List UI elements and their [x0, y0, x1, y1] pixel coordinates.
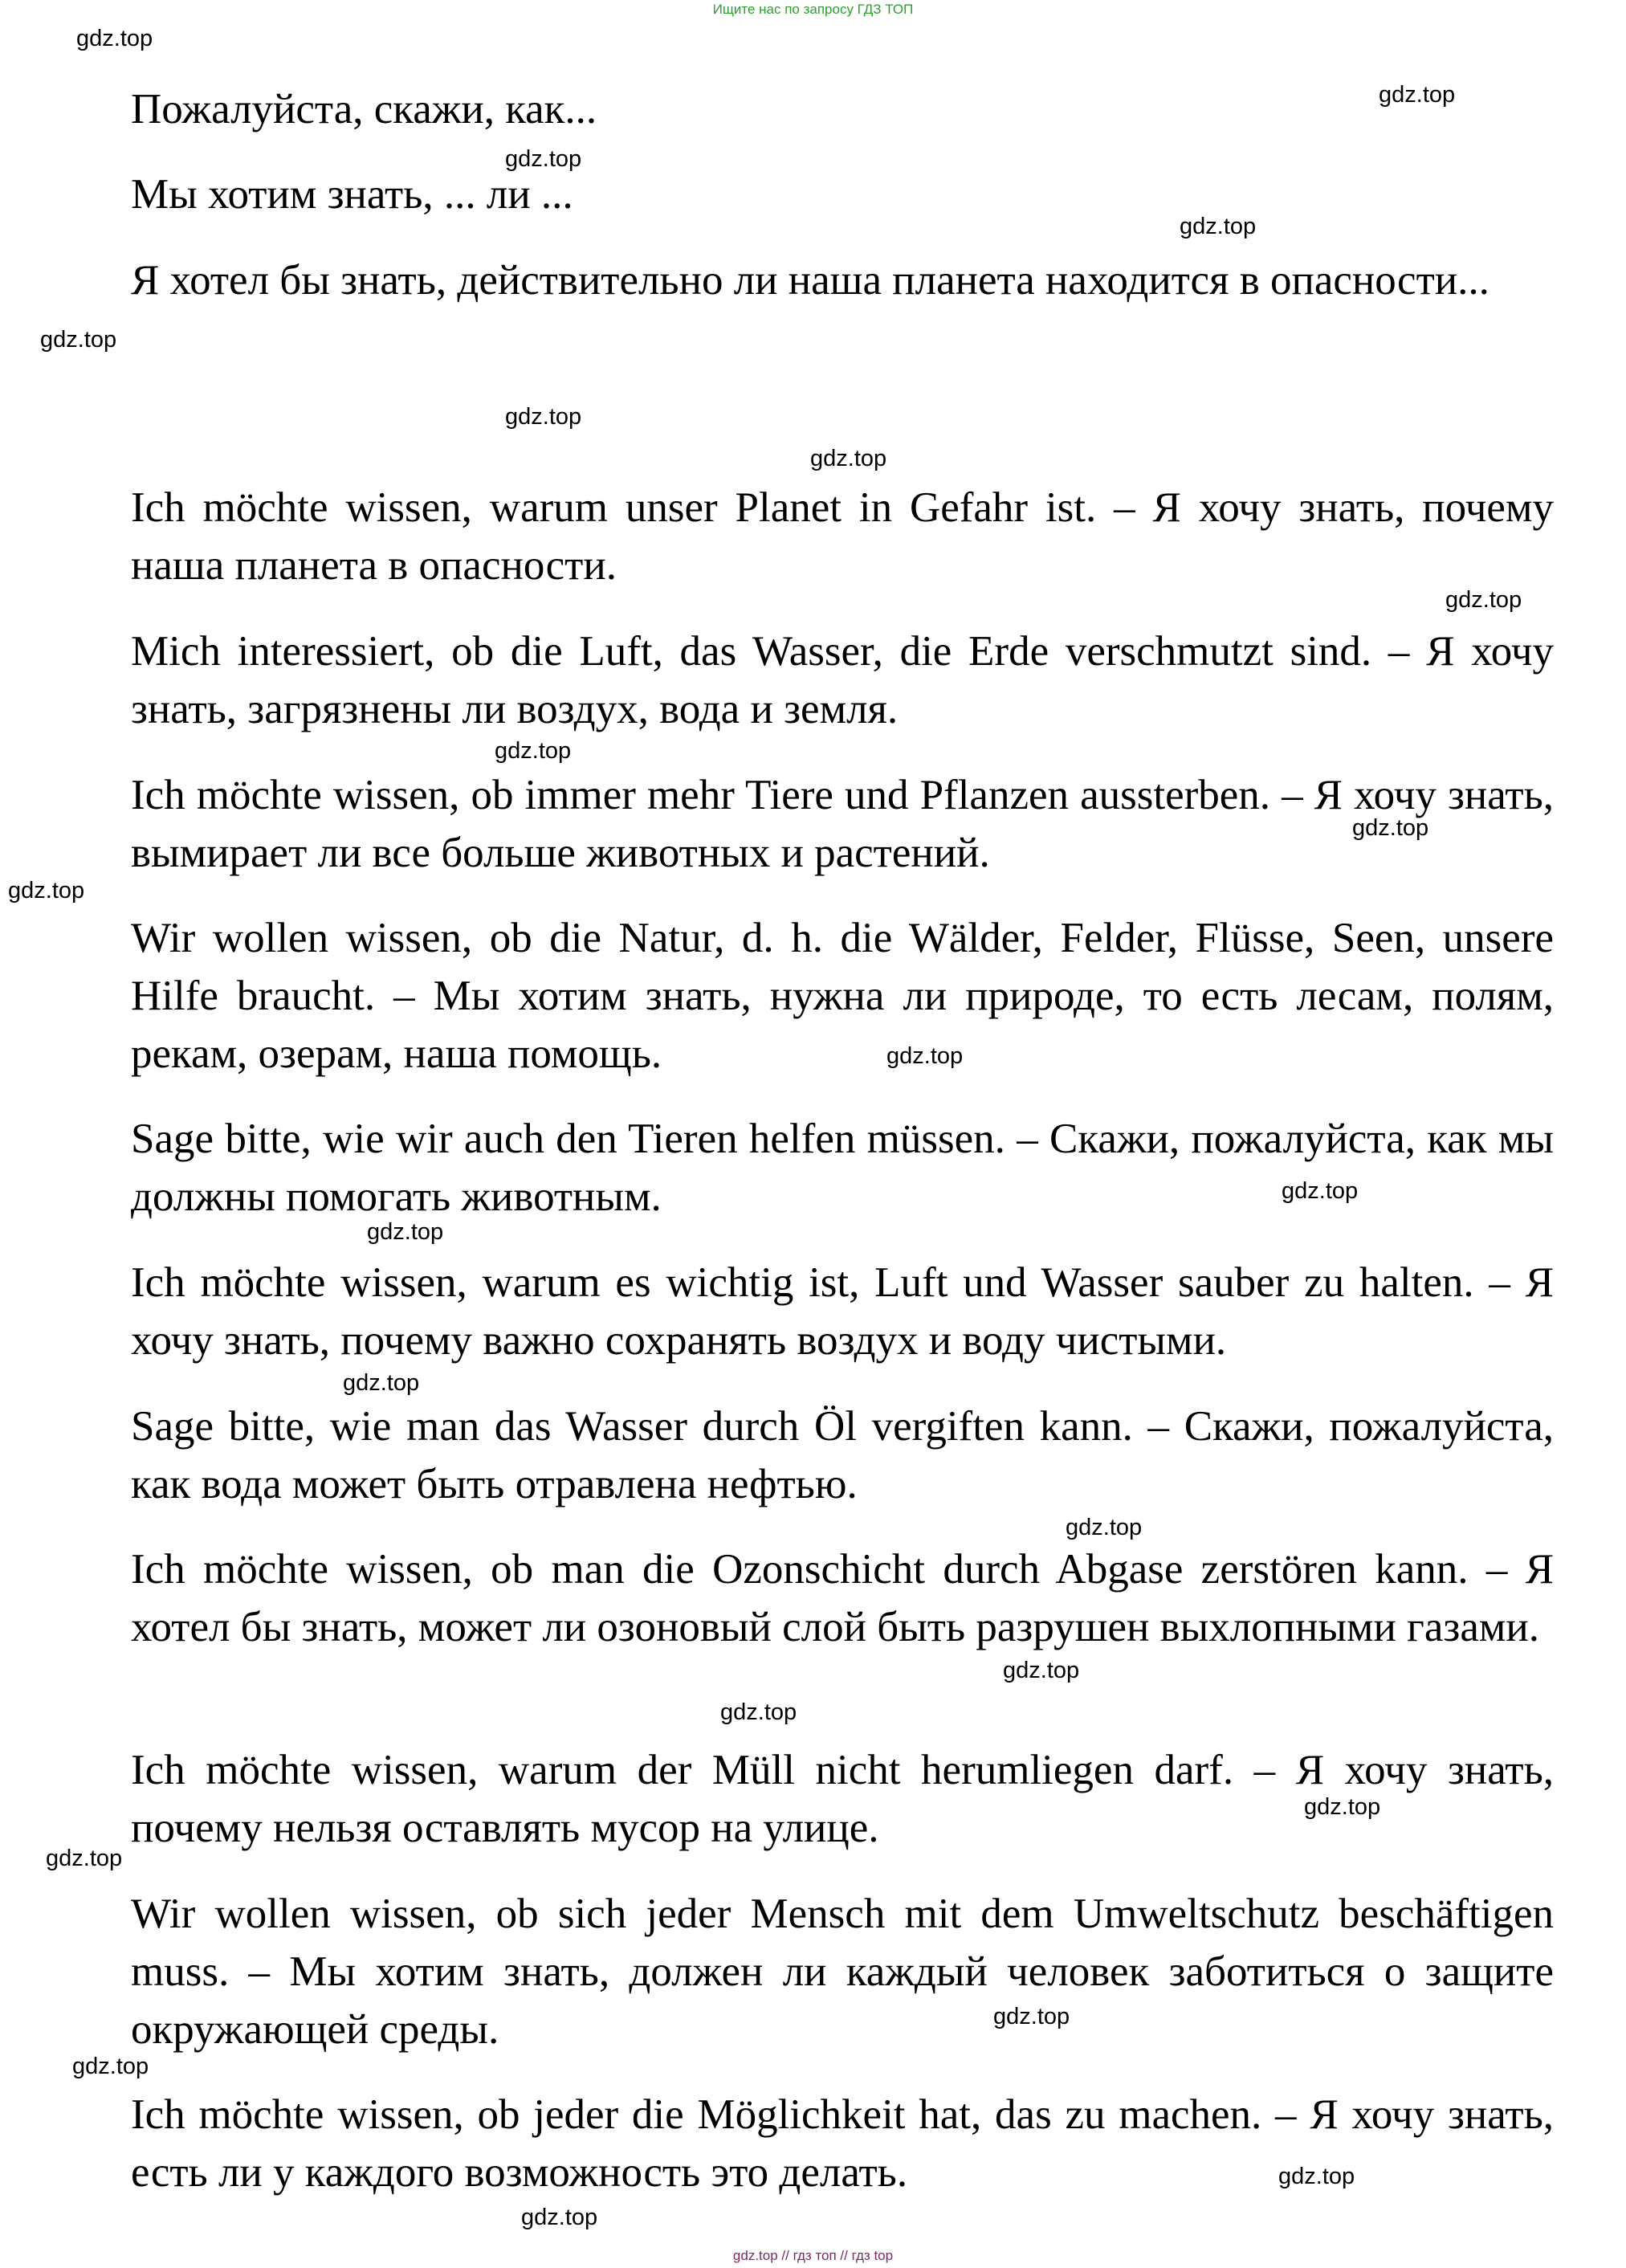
watermark: gdz.top	[505, 404, 582, 430]
watermark: gdz.top	[1304, 1794, 1381, 1820]
watermark: gdz.top	[1278, 2164, 1355, 2189]
page-footer-banner: gdz.top // гдз топ // гдз top	[732, 2248, 894, 2263]
watermark: gdz.top	[495, 738, 572, 764]
watermark: gdz.top	[720, 1699, 797, 1725]
answer-paragraph-3: Ich möchte wissen, ob immer mehr Tiere und Pflanzen aussterben. – Я хочу знать, вымирает ли все больше животных и растений.	[131, 772, 1554, 876]
watermark: gdz.top	[76, 26, 153, 51]
answer-paragraph-2: Mich interessiert, ob die Luft, das Wasser, die Erde verschmutzt sind. – Я хочу знать, загрязнены ли воздух, вода и земля.	[131, 628, 1554, 732]
watermark: gdz.top	[8, 878, 85, 904]
answer-paragraph-6: Ich möchte wissen, warum es wichtig ist, Luft und Wasser sauber zu halten. – Я хочу знать, почему важно сохранять воздух и воду чистыми.	[131, 1259, 1554, 1364]
watermark: gdz.top	[46, 1846, 123, 1871]
page-header-banner: Ищите нас по запросу ГДЗ ТОП	[712, 2, 914, 17]
watermark: gdz.top	[521, 2205, 598, 2230]
watermark: gdz.top	[40, 327, 117, 353]
answer-paragraph-5: Sage bitte, wie wir auch den Tieren helfen müssen. – Скажи, пожалуйста, как мы должны помогать животным.	[131, 1116, 1554, 1220]
watermark: gdz.top	[1379, 82, 1456, 108]
answer-paragraph-4: Wir wollen wissen, ob die Natur, d. h. die Wälder, Felder, Flüsse, Seen, unsere Hilfe braucht. – Мы хотим знать, нужна ли природе, то есть лесам, полям, рекам, озерам, наша помощь.	[131, 915, 1554, 1077]
watermark: gdz.top	[810, 446, 887, 471]
answer-paragraph-9: Ich möchte wissen, warum der Müll nicht herumliegen darf. – Я хочу знать, почему нельзя оставлять мусор на улице.	[131, 1747, 1554, 1851]
watermark: gdz.top	[1066, 1515, 1143, 1540]
watermark: gdz.top	[343, 1370, 420, 1396]
answer-paragraph-8: Ich möchte wissen, ob man die Ozonschicht durch Abgase zerstören kann. – Я хотел бы знать, может ли озоновый слой быть разрушен выхлопными газами.	[131, 1546, 1554, 1650]
answer-paragraph-7: Sage bitte, wie man das Wasser durch Öl vergiften kann. – Скажи, пожалуйста, как вода может быть отравлена нефтью.	[131, 1403, 1554, 1507]
prompt-line-2: Мы хотим знать, ... ли ...	[131, 171, 573, 218]
watermark: gdz.top	[1003, 1658, 1080, 1683]
watermark: gdz.top	[1180, 214, 1257, 239]
answer-paragraph-1: Ich möchte wissen, warum unser Planet in Gefahr ist. – Я хочу знать, почему наша планета в опасности.	[131, 484, 1554, 589]
watermark: gdz.top	[993, 2004, 1070, 2029]
watermark: gdz.top	[72, 2054, 149, 2079]
watermark: gdz.top	[505, 146, 582, 172]
watermark: gdz.top	[1445, 587, 1522, 613]
prompt-line-1: Пожалуйста, скажи, как...	[131, 86, 597, 133]
watermark: gdz.top	[1282, 1178, 1359, 1204]
prompt-line-3: Я хотел бы знать, действительно ли наша планета находится в опасности...	[131, 257, 1489, 304]
watermark: gdz.top	[886, 1043, 964, 1069]
watermark: gdz.top	[367, 1219, 444, 1245]
answer-paragraph-10: Wir wollen wissen, ob sich jeder Mensch mit dem Umweltschutz beschäftigen muss. – Мы хотим знать, должен ли каждый человек заботиться о защите окружающей среды.	[131, 1891, 1554, 2053]
answer-paragraph-11: Ich möchte wissen, ob jeder die Möglichkeit hat, das zu machen. – Я хочу знать, есть ли у каждого возможность это делать.	[131, 2091, 1554, 2196]
watermark: gdz.top	[1352, 815, 1429, 841]
